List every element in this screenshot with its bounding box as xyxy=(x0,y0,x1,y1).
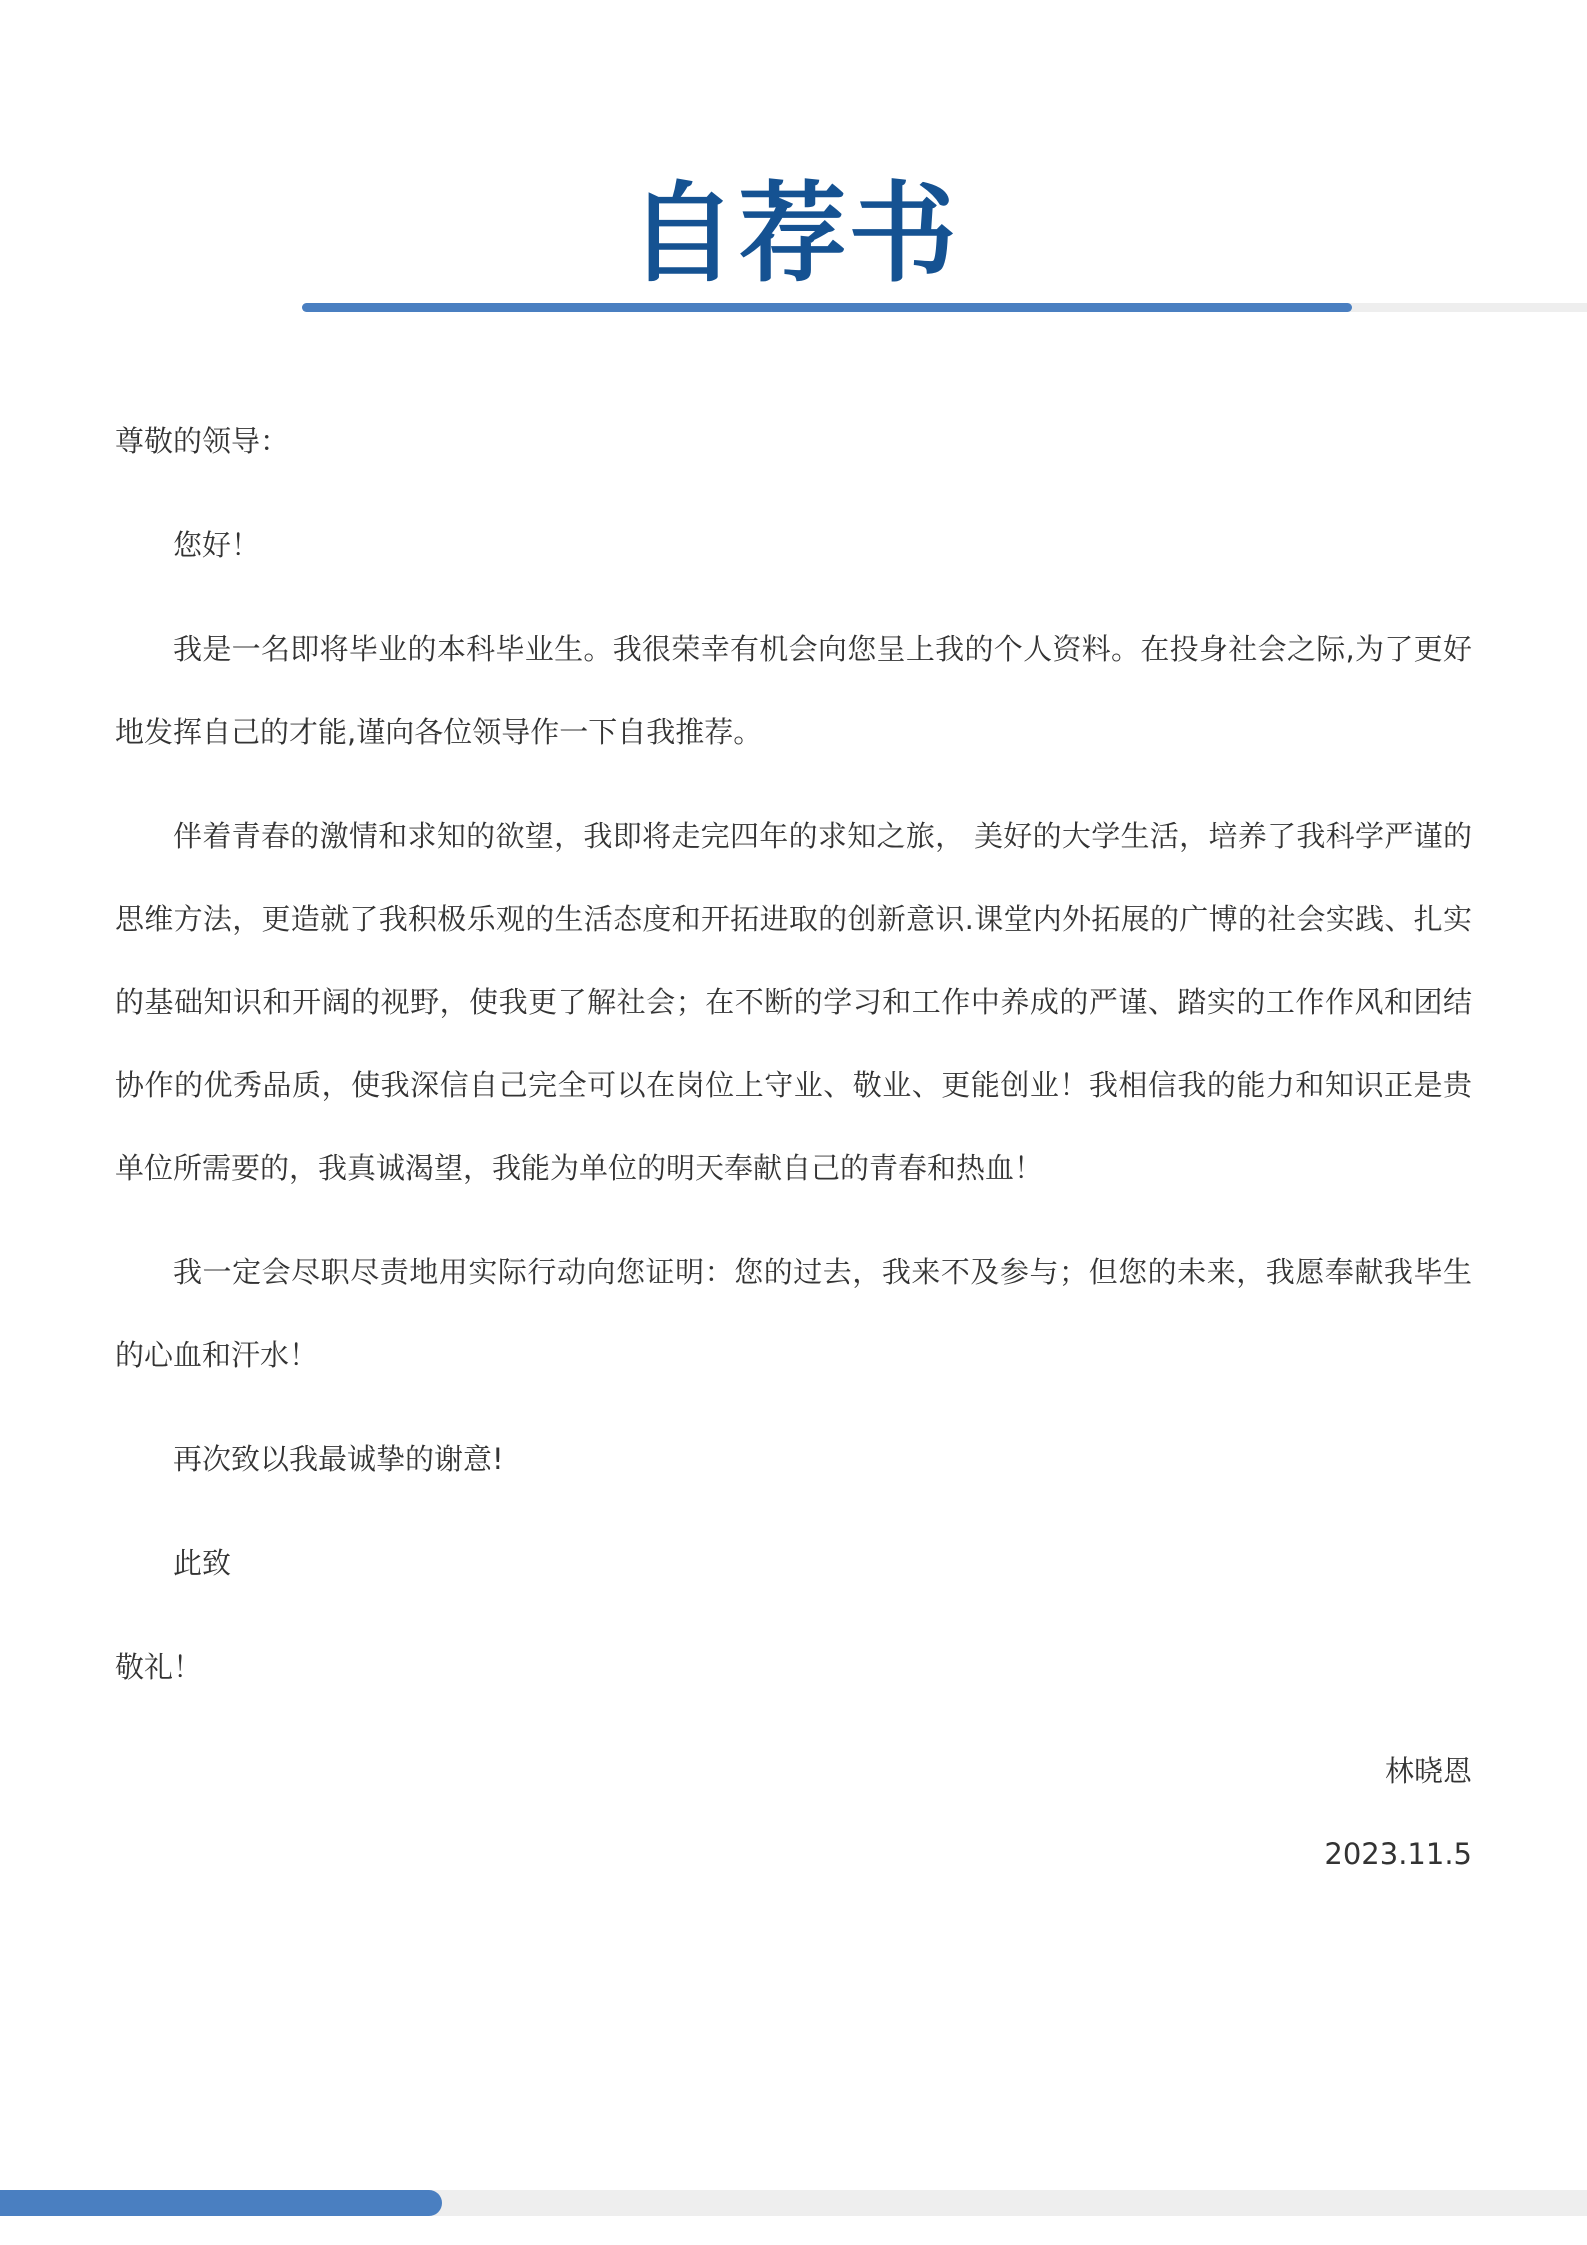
paragraph-intro: 我是一名即将毕业的本科毕业生。我很荣幸有机会向您呈上我的个人资料。在投身社会之际,为了更好地发挥自己的才能,谨向各位领导作一下自我推荐。 xyxy=(115,632,1472,749)
greeting: 您好！ xyxy=(173,528,261,562)
footer-accent-bar xyxy=(0,2190,442,2216)
title-underline-bar xyxy=(302,303,1352,312)
document-title: 自荐书 xyxy=(628,172,959,297)
regards: 敬礼！ xyxy=(115,1650,203,1684)
letter-body xyxy=(115,400,1472,1896)
paragraph-commitment: 我一定会尽职尽责地用实际行动向您证明：您的过去，我来不及参与；但您的未来，我愿奉献我毕生的心血和汗水！ xyxy=(115,1255,1472,1372)
signature: 林晓恩 xyxy=(1384,1754,1472,1788)
closing: 此致 xyxy=(173,1546,232,1580)
date: 2023.11.5 xyxy=(1324,1837,1472,1871)
salutation: 尊敬的领导： xyxy=(115,424,290,458)
paragraph-experience: 伴着青春的激情和求知的欲望，我即将走完四年的求知之旅， 美好的大学生活，培养了我科学严谨的思维方法，更造就了我积极乐观的生活态度和开拓进取的创新意识.课堂内外拓展的广博的社会实践、扎实的基础知识和开阔的视野，使我更了解社会；在不断的学习和工作中养成的严谨、踏实的工作作风和团结协作的优秀品质，使我深信自己完全可以在岗位上守业、敬业、更能创业！我相信我的能力和知识正是贵单位所需要的，我真诚渴望，我能为单位的明天奉献自己的青春和热血！ xyxy=(115,819,1472,1185)
paragraph-thanks: 再次致以我最诚挚的谢意! xyxy=(173,1442,504,1476)
